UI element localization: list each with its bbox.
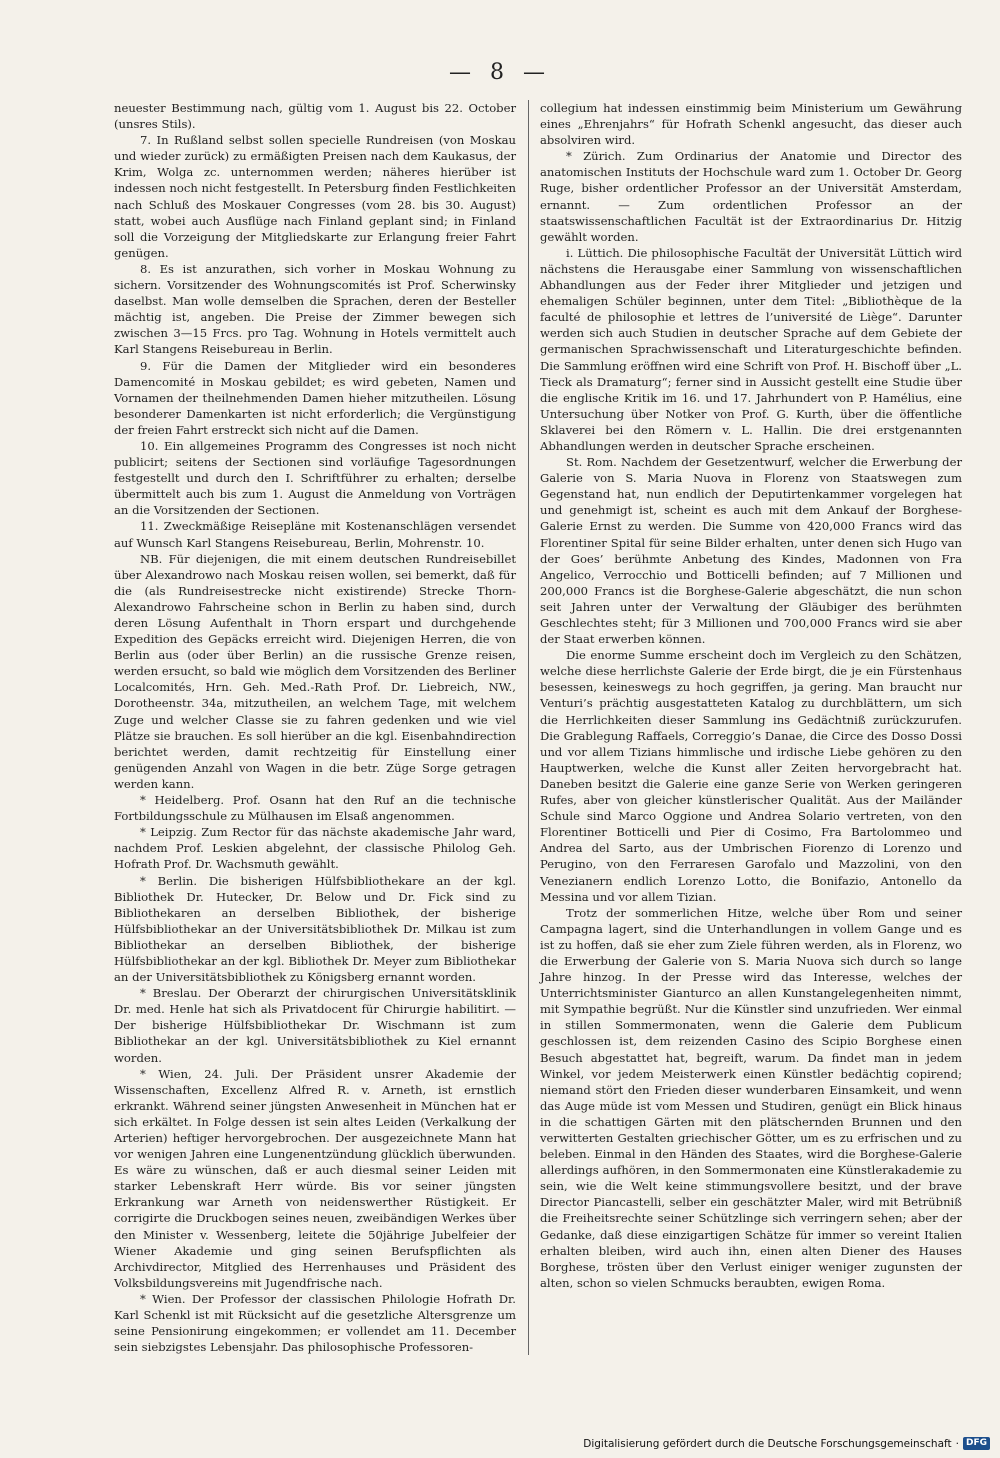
dfg-logo-icon: DFG	[963, 1437, 990, 1450]
paragraph: * Wien, 24. Juli. Der Präsident unsrer Akademie der Wissenschaften, Excellenz Alfred R. v. Arneth, ist ernstlich erkrankt. Während seiner jüngsten Anwesenheit in München hat er sich erkältet. In Folge dessen ist sein altes Leiden (Verkalkung der Arterien) heftiger hervorgebrochen. Der ausgezeichnete Mann hat vor wenigen Jahren eine Lungenentzündung glücklich überwunden. Es wäre zu wünschen, daß er auch diesmal seiner Leiden mit starker Lebenskraft Herr würde. Bis vor seiner jüngsten Erkrankung war Arneth von neidenswerther Rüstigkeit. Er corrigirte die Druckbogen seines neuen, zweibändigen Werkes über den Minister v. Wessenberg, leitete die 50jährige Jubelfeier der Wiener Akademie und ging seinen Berufspflichten als Archivdirector, Mitglied des Herrenhauses und Präsident des Volksbildungsvereins mit Jugendfrische nach.	[114, 1066, 516, 1290]
paragraph: 8. Es ist anzurathen, sich vorher in Moskau Wohnung zu sichern. Vorsitzender des Wohnungscomités ist Prof. Scherwinsky daselbst. Man wolle demselben die Sprachen, deren der Besteller mächtig ist, angeben. Die Preise der Zimmer bewegen sich zwischen 3—15 Frcs. pro Tag. Wohnung in Hotels vermittelt auch Karl Stangens Reisebureau in Berlin.	[114, 261, 516, 357]
paragraph: 7. In Rußland selbst sollen specielle Rundreisen (von Moskau und wieder zurück) zu ermäßigten Preisen nach dem Kaukasus, der Krim, Wolga zc. unternommen werden; näheres hierüber ist indessen noch nicht festgestellt. In Petersburg finden Festlichkeiten nach Schluß des Moskauer Congresses (vom 28. bis 30. August) statt, wobei auch Ausflüge nach Finland geplant sind; in Finland soll die Vorzeigung der Mitgliedskarte zur Erlangung freier Fahrt genügen.	[114, 133, 516, 260]
paragraph: 10. Ein allgemeines Programm des Congresses ist noch nicht publicirt; seitens der Sectionen sind vorläufige Tagesordnungen festgestellt und durch den I. Schriftführer zu erhalten; derselbe übermittelt auch bis zum 1. August die Anmeldung von Vorträgen an die Vorsitzenden der Sectionen.	[114, 438, 516, 518]
paragraph: St. Rom. Nachdem der Gesetzentwurf, welcher die Erwerbung der Galerie von S. Maria Nuova in Florenz von Staatswegen zum Gegenstand hat, nun endlich der Deputirtenkammer vorgelegen hat und genehmigt ist, scheint es auch mit dem Ankauf der Borghese-Galerie Ernst zu werden. Die Summe von 420,000 Francs wird das Florentiner Spital für seine Bilder erhalten, unter denen sich Hugo van der Goes’ berühmte Anbetung des Kindes, Madonnen von Fra Angelico, Verrocchio und Botticelli befinden; auf 7 Millionen und 200,000 Francs ist die Borghese-Galerie abgeschätzt, die nun schon seit Jahren unter der Verwaltung der Gläubiger des berühmten Geschlechtes steht; für 3 Millionen und 700,000 Francs wird sie aber der Staat erwerben können.	[540, 455, 962, 647]
column-divider	[528, 100, 529, 1355]
footer	[583, 1437, 990, 1450]
paragraph: 11. Zweckmäßige Reisepläne mit Kostenanschlägen versendet auf Wunsch Karl Stangens Reisebureau, Berlin, Mohrenstr. 10.	[114, 519, 516, 550]
paragraph: * Zürich. Zum Ordinarius der Anatomie und Director des anatomischen Instituts der Hochschule ward zum 1. October Dr. Georg Ruge, bisher ordentlicher Professor an der Universität Amsterdam, ernannt. — Zum ordentlichen Professor an der staatswissenschaftlichen Facultät ist der Extraordinarius Dr. Hitzig gewählt worden.	[540, 149, 962, 244]
paragraph: * Heidelberg. Prof. Osann hat den Ruf an die technische Fortbildungsschule zu Mülhausen im Elsaß angenommen.	[114, 793, 516, 824]
paragraph: NB. Für diejenigen, die mit einem deutschen Rundreisebillet über Alexandrowo nach Moskau reisen wollen, sei bemerkt, daß für die (als Rundreisestrecke nicht existirende) Strecke Thorn-Alexandrowo Fahrscheine schon in Berlin zu haben sind, durch deren Lösung Aufenthalt in Thorn erspart und durchgehende Expedition des Gepäcks erreicht wird. Diejenigen Herren, die von Berlin aus (oder über Berlin) an die russische Grenze reisen, werden ersucht, so bald wie möglich dem Vorsitzenden des Berliner Localcomités, Hrn. Geh. Med.-Rath Prof. Dr. Liebreich, NW., Dorotheenstr. 34a, mitzutheilen, an welchem Tage, mit welchem Zuge und welcher Classe sie zu fahren gedenken und wie viel Plätze sie brauchen. Es soll hierüber an die kgl. Eisenbahndirection berichtet werden, damit rechtzeitig für Einstellung einer genügenden Anzahl von Wagen in die betr. Züge Sorge getragen werden kann.	[114, 551, 516, 791]
paragraph: neuester Bestimmung nach, gültig vom 1. August bis 22. October (unsres Stils).	[114, 101, 516, 132]
right-column	[540, 100, 962, 1291]
paragraph: i. Lüttich. Die philosophische Facultät der Universität Lüttich wird nächstens die Herausgabe einer Sammlung von wissenschaftlichen Abhandlungen aus der Feder ihrer Mitglieder und jetzigen und ehemaligen Schüler beginnen, unter dem Titel: „Bibliothèque de la faculté de philosophie et lettres de l’université de Liège“. Darunter werden sich auch Studien in deutscher Sprache auf dem Gebiete der germanischen Sprachwissenschaft und Literaturgeschichte befinden. Die Sammlung eröffnen wird eine Schrift von Prof. H. Bischoff über „L. Tieck als Dramaturg“; ferner sind in Aussicht gestellt eine Studie über die englische Kritik im 16. und 17. Jahrhundert von P. Hamélius, eine Untersuchung über Notker von Prof. G. Kurth, über die öffentliche Sklaverei bei den Römern v. L. Hallin. Die drei erstgenannten Abhandlungen werden in deutscher Sprache erscheinen.	[540, 245, 962, 453]
paragraph: Die enorme Summe erscheint doch im Vergleich zu den Schätzen, welche diese herrlichste Galerie der Erde birgt, die je ein Fürstenhaus besessen, keineswegs zu hoch gegriffen, ja gering. Man braucht nur Venturi’s prächtig ausgestatteten Katalog zu durchblättern, um sich die Herrlichkeiten dieser Sammlung ins Gedächtniß zurückzurufen. Die Grablegung Raffaels, Correggio’s Danae, die Circe des Dosso Dossi und vor allem Tizians himmlische und irdische Liebe gehören zu den Hauptwerken, welche die Kunst aller Zeiten hervorgebracht hat. Daneben besitzt die Galerie eine ganze Serie von Werken geringeren Rufes, aber von gleicher künstlerischer Qualität. Aus der Mailänder Schule sind Marco Oggione und Andrea Solario vertreten, von den Florentiner Botticelli und Pier di Cosimo, Fra Bartolommeo und Andrea del Sarto, aus der Umbrischen Fiorenzo di Lorenzo und Perugino, von den Ferraresen Garofalo und Mazzolini, von den Venezianern endlich Lorenzo Lotto, die Bonifazio, Antonello da Messina und vor allem Tizian.	[540, 648, 962, 904]
paragraph: * Leipzig. Zum Rector für das nächste akademische Jahr ward, nachdem Prof. Leskien abgelehnt, der classische Philolog Geh. Hofrath Prof. Dr. Wachsmuth gewählt.	[114, 825, 516, 872]
paragraph: Trotz der sommerlichen Hitze, welche über Rom und seiner Campagna lagert, sind die Unterhandlungen in vollem Gange und es ist zu hoffen, daß sie eher zum Ziele führen werden, als in Florenz, wo die Erwerbung der Galerie von S. Maria Nuova sich durch so lange Jahre hinzog. In der Presse wird das Interesse, welches der Unterrichtsminister Gianturco an allen Kunstangelegenheiten nimmt, mit Sympathie begrüßt. Nur die Künstler sind unzufrieden. Wer einmal in stillen Sommermonaten, wenn die Galerie dem Publicum geschlossen ist, dem reizenden Casino des Scipio Borghese einen Besuch abgestattet hat, begreift, warum. Da findet man in jedem Winkel, vor jedem Meisterwerk einen Künstler bedächtig copirend; niemand stört den Frieden dieser wunderbaren Einsamkeit, und wenn das Auge müde ist vom Messen und Studiren, genügt ein Blick hinaus in die schattigen Gärten mit den plätschernden Brunnen und den verwitterten Gestalten griechischer Götter, um es zu erfrischen und zu beleben. Einmal in den Händen des Staates, wird die Borghese-Galerie allerdings aufhören, in den Sommermonaten eine Künstlerakademie zu sein, wie die Welt keine stimmungsvollere besitzt, und der brave Director Piancastelli, selber ein geschätzter Maler, wird mit Betrübniß die Freiheitsrechte seiner Schützlinge sich verringern sehen; aber der Gedanke, daß diese einzigartigen Schätze für immer so vereint Italien erhalten bleiben, wird auch ihn, einen alten Diener des Hauses Borghese, trösten über den Verlust einiger weniger zugunsten der alten, schon so vielen Schmucks beraubten, ewigen Roma.	[540, 905, 962, 1290]
paragraph: * Breslau. Der Oberarzt der chirurgischen Universitätsklinik Dr. med. Henle hat sich als Privatdocent für Chirurgie habilitirt. — Der bisherige Hülfsbibliothekar Dr. Wischmann ist zum Bibliothekar an der kgl. Universitätsbibliothek zu Kiel ernannt worden.	[114, 986, 516, 1065]
footer-separator: ·	[955, 1437, 959, 1450]
page-number: — 8 —	[449, 60, 551, 85]
paragraph: collegium hat indessen einstimmig beim Ministerium um Gewährung eines „Ehrenjahrs“ für Hofrath Schenkl angesucht, das dieser auch absolviren wird.	[540, 101, 962, 148]
footer-text: Digitalisierung gefördert durch die Deutsche Forschungsgemeinschaft	[583, 1437, 952, 1450]
left-column	[114, 100, 516, 1355]
paragraph: 9. Für die Damen der Mitglieder wird ein besonderes Damencomité in Moskau gebildet; es wird gebeten, Namen und Vornamen der theilnehmenden Damen hieher mitzutheilen. Lösung besonderer Damenkarten ist nicht erforderlich; die Vergünstigung der freien Fahrt erstreckt sich nicht auf die Damen.	[114, 358, 516, 437]
paragraph: * Wien. Der Professor der classischen Philologie Hofrath Dr. Karl Schenkl ist mit Rücksicht auf die gesetzliche Altersgrenze um seine Pensionirung eingekommen; er vollendet am 11. December sein siebzigstes Lebensjahr. Das philosophische Professoren-	[114, 1291, 516, 1355]
paragraph: * Berlin. Die bisherigen Hülfsbibliothekare an der kgl. Bibliothek Dr. Hutecker, Dr. Below und Dr. Fick sind zu Bibliothekaren an derselben Bibliothek, der bisherige Hülfsbibliothekar an der Universitätsbibliothek Dr. Milkau ist zum Bibliothekar an derselben Bibliothek, der bisherige Hülfsbibliothekar an der kgl. Bibliothek Dr. Meyer zum Bibliothekar an der Universitätsbibliothek zu Königsberg ernannt worden.	[114, 873, 516, 985]
